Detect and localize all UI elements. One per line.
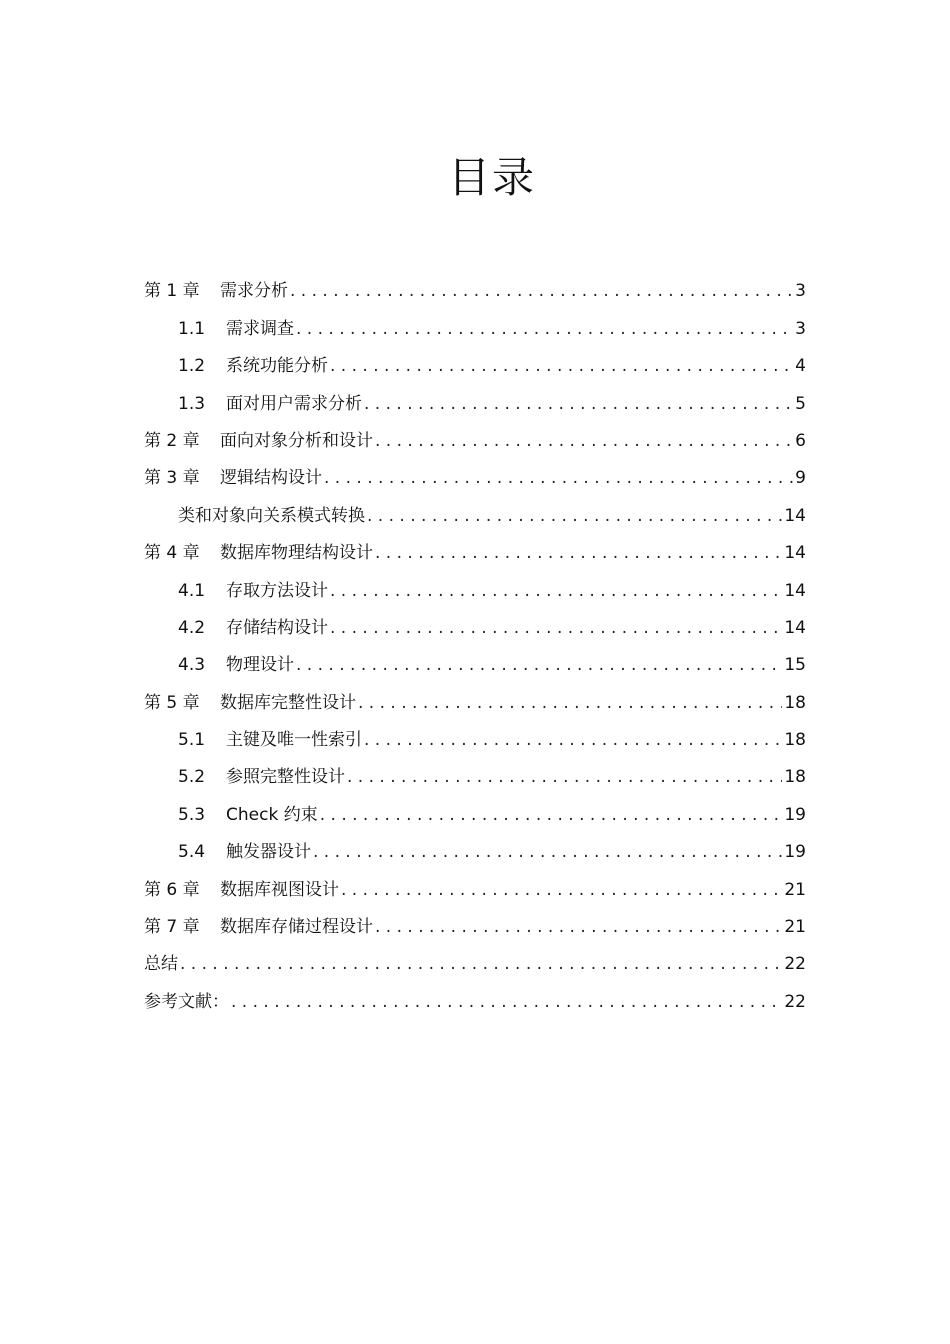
toc-entry[interactable] [144, 455, 806, 492]
toc-entry-label: 面对用户需求分析 [226, 393, 362, 414]
toc-dot-leader [373, 539, 782, 567]
toc-dot-leader [373, 913, 782, 941]
toc-entry-page: 9 [795, 468, 806, 489]
toc-dot-leader [294, 315, 793, 343]
toc-entry[interactable] [144, 941, 806, 978]
toc-entry-label: 需求调查 [226, 318, 294, 339]
toc-dot-leader [362, 726, 782, 754]
toc-dot-leader [356, 689, 782, 717]
toc-entry-label: 存取方法设计 [226, 580, 328, 601]
toc-entry-label: 触发器设计 [226, 842, 311, 863]
toc-entry-page: 4 [795, 356, 806, 377]
toc-entry-label: 存储结构设计 [226, 617, 328, 638]
toc-entry-page: 6 [795, 430, 806, 451]
toc-entry-page: 14 [784, 543, 806, 564]
toc-entry-label: 参照完整性设计 [226, 767, 345, 788]
toc-entry-label: 主键及唯一性索引 [226, 730, 362, 751]
toc-entry-label: 物理设计 [226, 655, 294, 676]
toc-dot-leader [322, 464, 793, 492]
toc-dot-leader [311, 838, 782, 866]
toc-entry[interactable] [144, 754, 806, 791]
toc-dot-leader [345, 763, 782, 791]
toc-entry-number: 4.2 [178, 617, 206, 638]
toc-entry[interactable] [144, 642, 806, 679]
toc-entry-label: 参考文献： [144, 991, 229, 1012]
toc-entry-page: 21 [784, 917, 806, 938]
toc-entry[interactable] [144, 717, 806, 754]
toc-dot-leader [373, 427, 793, 455]
toc-entry-number: 5.3 [178, 804, 206, 825]
toc-entry[interactable] [144, 904, 806, 941]
toc-entry[interactable] [144, 268, 806, 305]
toc-entry[interactable] [144, 791, 806, 828]
toc-entry[interactable] [144, 380, 806, 417]
toc-entry-number: 5.4 [178, 842, 206, 863]
toc-entry-page: 22 [784, 991, 806, 1012]
toc-entry-label: Check 约束 [226, 804, 318, 825]
toc-entry[interactable] [144, 530, 806, 567]
toc-entry-number: 第 7 章 [144, 917, 200, 938]
toc-entry-page: 21 [784, 879, 806, 900]
toc-entry-page: 3 [795, 281, 806, 302]
toc-entry[interactable] [144, 418, 806, 455]
toc-dot-leader [339, 876, 782, 904]
toc-entry-label: 数据库物理结构设计 [220, 543, 373, 564]
toc-entry-label: 面向对象分析和设计 [220, 430, 373, 451]
toc-dot-leader [328, 577, 782, 605]
toc-entry-number: 5.2 [178, 767, 206, 788]
toc-entry-number: 第 1 章 [144, 281, 200, 302]
toc-dot-leader [362, 390, 793, 418]
toc-entry-page: 14 [784, 617, 806, 638]
toc-entry-number: 第 3 章 [144, 468, 200, 489]
toc-entry-page: 19 [784, 804, 806, 825]
toc-entry[interactable] [144, 605, 806, 642]
toc-entry-label: 逻辑结构设计 [220, 468, 322, 489]
toc-entry-number: 第 5 章 [144, 692, 200, 713]
toc-entry[interactable] [144, 492, 806, 529]
toc-entry[interactable] [144, 567, 806, 604]
toc-dot-leader [229, 988, 782, 1016]
toc-entry-page: 3 [795, 318, 806, 339]
toc-entry[interactable] [144, 343, 806, 380]
toc-entry-number: 第 4 章 [144, 543, 200, 564]
toc-entry-label: 数据库存储过程设计 [220, 917, 373, 938]
toc-entry-page: 14 [784, 505, 806, 526]
toc-entry-number: 4.3 [178, 655, 206, 676]
toc-entry-page: 22 [784, 954, 806, 975]
toc-entry-number: 1.3 [178, 393, 206, 414]
toc-entry-page: 5 [795, 393, 806, 414]
toc-entry-page: 18 [784, 767, 806, 788]
toc-dot-leader [178, 950, 782, 978]
toc-entry-number: 第 2 章 [144, 430, 200, 451]
toc-entry-label: 需求分析 [220, 281, 288, 302]
toc-entry[interactable] [144, 679, 806, 716]
toc-dot-leader [294, 651, 782, 679]
toc-entry-label: 类和对象向关系模式转换 [178, 505, 365, 526]
toc-entry[interactable] [144, 829, 806, 866]
toc-entry-page: 15 [784, 655, 806, 676]
toc-entry-label: 总结 [144, 954, 178, 975]
toc-entry[interactable] [144, 978, 806, 1015]
toc-entry-page: 18 [784, 692, 806, 713]
toc-entry-label: 数据库完整性设计 [220, 692, 356, 713]
toc-dot-leader [318, 801, 783, 829]
toc-entry-label: 数据库视图设计 [220, 879, 339, 900]
toc-entry-number: 4.1 [178, 580, 206, 601]
toc-entry-page: 19 [784, 842, 806, 863]
toc-dot-leader [288, 277, 793, 305]
toc-entry-number: 5.1 [178, 730, 206, 751]
toc-dot-leader [328, 352, 793, 380]
toc-entry[interactable] [144, 866, 806, 903]
toc-entry-number: 1.2 [178, 356, 206, 377]
table-of-contents [144, 268, 806, 1016]
toc-entry-page: 18 [784, 730, 806, 751]
toc-title: 目录 [447, 153, 536, 202]
toc-entry-label: 系统功能分析 [226, 356, 328, 377]
toc-dot-leader [328, 614, 782, 642]
toc-entry-page: 14 [784, 580, 806, 601]
toc-entry-number: 第 6 章 [144, 879, 200, 900]
toc-entry-number: 1.1 [178, 318, 206, 339]
toc-entry[interactable] [144, 305, 806, 342]
toc-dot-leader [365, 502, 782, 530]
